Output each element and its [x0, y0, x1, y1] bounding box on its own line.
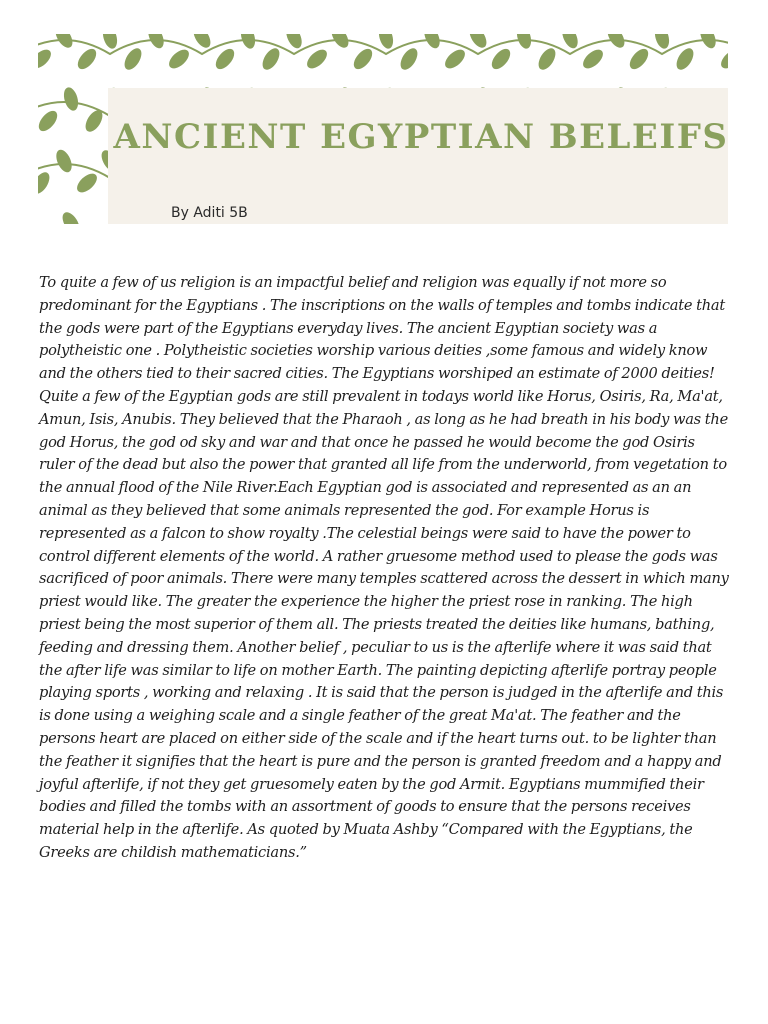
leaf-icon: [421, 34, 443, 51]
leaf-icon: [100, 34, 119, 50]
leaf-icon: [145, 34, 167, 51]
leaf-icon: [718, 46, 728, 72]
body-paragraph: To quite a few of us religion is an impactful belief and religion was equally if not more so predominant for the Egyptians . The inscriptions on the walls of temples and tombs indicate that the gods were part of the Egyptians everyday lives. The ancient Egyptian society was a polytheistic one . Polytheistic societies worship various deities ,some famous and widely know and the others tied to their sacred cities. The Egyptians worshiped an estimate of 2000 deities! Quite a few of the Egyptian gods are still prevalent in todays world like Horus, Osiris, Ra, Ma'at, Amun, Isis, Anubis. They believed that the Pharaoh , as long as he had breath in his body was the god Horus, the god od sky and war and that once he passed he would become the god Osiris ruler of the dead but also the power that granted all life from the underworld, from vegetation to the annual flood of the Nile River.Each Egyptian god is associated and represented as an an animal as they believed that some animals represented the god. For example Horus is represented as a falcon to show royalty .The celestial beings were said to have the power to control different elements of the world. A rather gruesome method used to please the gods was sacrificed of poor animals. There were many temples scattered across the dessert in which many priest would like. The greater the experience the higher the priest rose in ranking. The high priest being the most superior of them all. The priests treated the deities like humans, bathing, feeding and dressing them. Another belief , peculiar to us is the afterlife where it was said that the after life was similar to life on mother Earth. The painting depicting afterlife portray people playing sports , working and relaxing . It is said that the person is judged in the afterlife and this is done using a weighing scale and a single feather of the great Ma'at. The feather and the persons heart are placed on either side of the scale and if the heart turns out. to be lighter than the feather it signifies that the heart is pure and the person is granted freedom and a happy and joyful afterlife, if not they get gruesomely eaten by the god Armit. Egyptians mummified their bodies and filled the tombs with an assortment of goods to ensure that the persons receives material help in the afterlife. As quoted by Muata Ashby “Compared with the Egyptians, the Greeks are childish mathematicians.”: [39, 274, 729, 861]
leaf-icon: [61, 86, 80, 113]
leaf-icon: [604, 34, 628, 51]
leaf-icon: [580, 46, 607, 72]
leaf-icon: [190, 34, 214, 51]
leaf-icon: [466, 34, 490, 51]
leaf-icon: [52, 34, 76, 51]
leaf-icon: [626, 46, 651, 73]
leaf-icon: [488, 46, 513, 73]
leaf-icon: [259, 45, 283, 72]
leaf-icon: [53, 147, 75, 174]
author-byline: By Aditi 5B: [171, 205, 248, 221]
leaf-icon: [652, 34, 671, 50]
leaf-icon: [376, 34, 395, 50]
leaf-icon: [304, 46, 331, 72]
leaf-icon: [38, 108, 61, 135]
leaf-icon: [38, 169, 53, 196]
leaf-icon: [238, 34, 257, 50]
leaf-icon: [74, 170, 101, 196]
leaf-icon: [535, 45, 559, 72]
leaf-icon: [397, 45, 421, 72]
leaf-icon: [697, 34, 719, 51]
leaf-icon: [38, 46, 54, 72]
leaf-icon: [166, 46, 193, 72]
leaf-icon: [212, 46, 237, 73]
leaf-icon: [673, 45, 697, 72]
leaf-icon: [350, 46, 375, 73]
title-card: [108, 88, 728, 224]
leaf-icon: [514, 34, 533, 50]
leaf-icon: [74, 46, 99, 73]
leaf-icon: [328, 34, 352, 51]
leaf-icon: [283, 34, 305, 51]
leaf-icon: [442, 46, 469, 72]
header-banner: [38, 34, 728, 224]
leaf-icon: [121, 45, 145, 72]
leaf-icon: [59, 209, 83, 224]
leaf-icon: [559, 34, 581, 51]
page-title: ANCIENT EGYPTIAN BELEIFS: [113, 117, 728, 157]
